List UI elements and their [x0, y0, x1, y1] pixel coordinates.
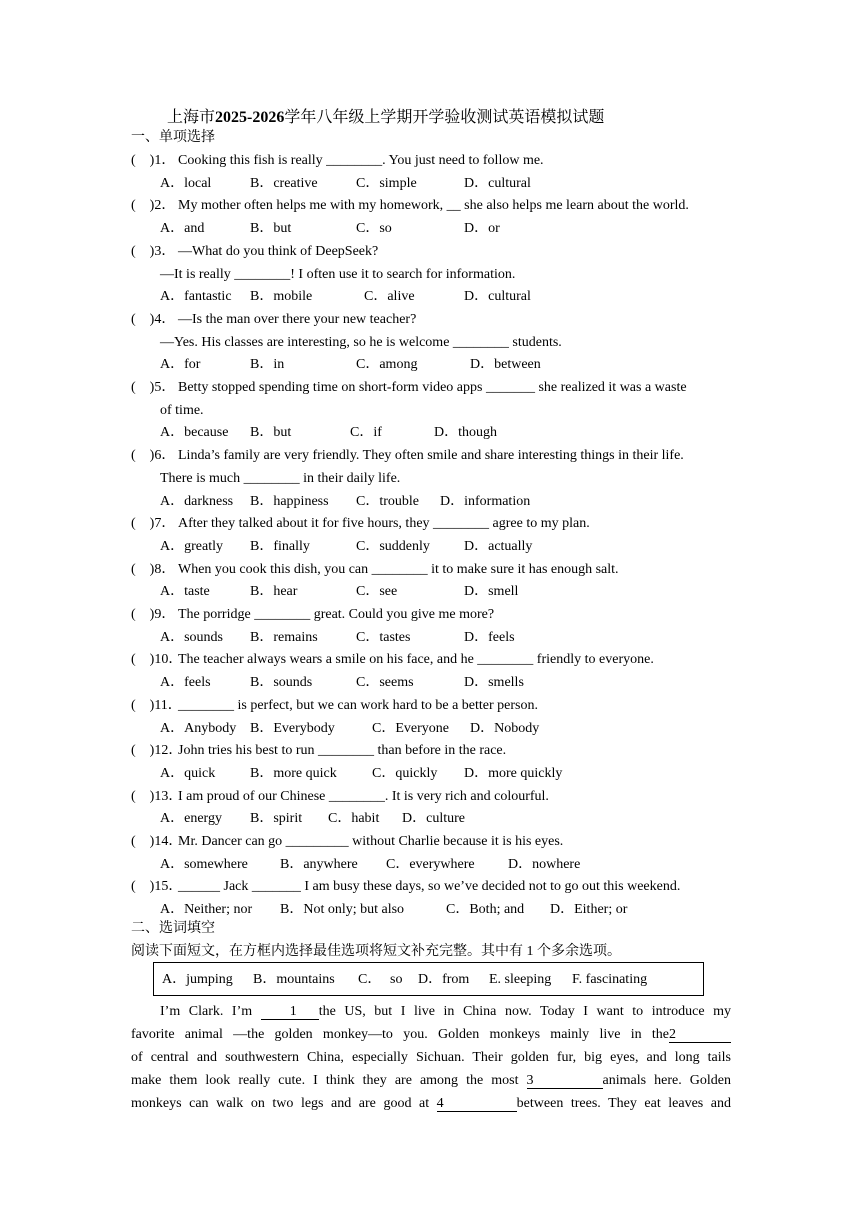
answer-option[interactable]: A．taste: [160, 584, 210, 600]
question-stem: [131, 606, 494, 624]
question-continuation: of time.: [160, 402, 204, 418]
answer-option[interactable]: A．energy: [160, 811, 222, 827]
answer-option[interactable]: A．because: [160, 425, 229, 441]
passage-line: favorite animal —the golden monkey—to you. Golden monkeys mainly live in the2: [131, 1023, 731, 1046]
passage: [131, 1000, 731, 1115]
question-text: ______ Jack _______ I am busy these days, so we’ve decided not to go out this weekend.: [178, 879, 681, 895]
question-text: My mother often helps me with my homework, __ she also helps me learn about the world.: [178, 198, 689, 214]
answer-option[interactable]: C．quickly: [372, 765, 438, 781]
question-text: I am proud of our Chinese ________. It is very rich and colourful.: [178, 788, 549, 804]
answer-option[interactable]: B．happiness: [250, 493, 329, 509]
blank-1[interactable]: 1: [261, 1004, 319, 1020]
question-text: ________ is perfect, but we can work hard to be a better person.: [178, 697, 538, 713]
question-stem: [131, 447, 684, 465]
answer-bracket[interactable]: ( )6．: [131, 448, 176, 464]
question-stem: [131, 742, 506, 760]
answer-option[interactable]: B．finally: [250, 538, 310, 554]
question-text: Cooking this fish is really ________. You just need to follow me.: [178, 153, 544, 168]
question-stem: [131, 515, 590, 533]
answer-option[interactable]: D．cultural: [464, 175, 531, 191]
answer-bracket[interactable]: ( )15．: [131, 879, 183, 895]
answer-option[interactable]: A．quick: [160, 765, 216, 781]
answer-option[interactable]: A．local: [160, 175, 212, 191]
answer-option[interactable]: D．or: [464, 221, 500, 237]
question-stem: [131, 878, 680, 896]
question-text: Mr. Dancer can go _________ without Charlie because it is his eyes.: [178, 834, 564, 849]
answer-option[interactable]: A．Anybody: [160, 720, 237, 736]
answer-option[interactable]: C．everywhere: [386, 856, 475, 872]
answer-option[interactable]: A．Neither; nor: [160, 902, 253, 918]
answer-option[interactable]: C．seems: [356, 675, 414, 691]
answer-option[interactable]: D．more quickly: [464, 765, 563, 781]
question-text: The porridge ________ great. Could you give me more?: [178, 607, 495, 622]
question-text: When you cook this dish, you can ________ it to make sure it has enough salt.: [178, 561, 619, 577]
question-stem: [131, 788, 549, 806]
word-option: C．: [358, 972, 382, 987]
answer-bracket[interactable]: ( )1．: [131, 153, 176, 168]
answer-option[interactable]: C．Both; and: [446, 902, 525, 918]
answer-option[interactable]: D．between: [470, 357, 541, 373]
answer-bracket[interactable]: ( )2．: [131, 198, 176, 214]
answer-option[interactable]: B．Not only; but also: [280, 902, 405, 918]
word-box: [153, 962, 704, 996]
answer-option[interactable]: C．alive: [364, 289, 415, 305]
answer-option[interactable]: D．Either; or: [550, 902, 628, 918]
question-text: —What do you think of DeepSeek?: [178, 243, 379, 259]
passage-line: of central and southwestern China, especially Sichuan. Their golden fur, big eyes, and long tails: [131, 1050, 731, 1065]
question-continuation: There is much ________ in their daily life.: [160, 470, 401, 486]
question-stem: [131, 152, 544, 170]
answer-option[interactable]: B．spirit: [250, 811, 303, 827]
answer-bracket[interactable]: ( )4．: [131, 311, 176, 327]
answer-option[interactable]: D．smells: [464, 675, 524, 691]
answer-bracket[interactable]: ( )12．: [131, 743, 183, 759]
instruction-text: 阅读下面短文，在方框内选择最佳选项将短文补充完整。其中有 1 个多余选项。: [131, 944, 621, 959]
answer-option[interactable]: B．creative: [250, 175, 318, 191]
answer-option[interactable]: C．habit: [328, 811, 380, 827]
answer-option[interactable]: D．information: [440, 493, 531, 509]
word-option: D．from: [418, 972, 470, 987]
answer-option[interactable]: A．fantastic: [160, 289, 232, 305]
answer-option[interactable]: C．so: [356, 221, 392, 237]
word-option: B．mountains: [253, 972, 335, 987]
question-stem: [131, 243, 378, 261]
question-stem: [131, 697, 538, 715]
word-option: F. fascinating: [572, 972, 648, 987]
title-prefix: 上海市: [167, 109, 216, 126]
answer-option[interactable]: B．sounds: [250, 675, 313, 691]
answer-bracket[interactable]: ( )5．: [131, 380, 176, 395]
answer-option[interactable]: A．and: [160, 221, 205, 237]
answer-option[interactable]: A．sounds: [160, 629, 224, 645]
passage-line: make them look really cute. I think they are among the most 3 animals here. Golden: [131, 1073, 731, 1088]
answer-option[interactable]: D．feels: [464, 629, 515, 645]
question-text: John tries his best to run ________ than before in the race.: [178, 743, 507, 759]
answer-option[interactable]: B．but: [250, 221, 292, 237]
answer-bracket[interactable]: ( )7．: [131, 516, 176, 532]
answer-option[interactable]: B．more quick: [250, 765, 337, 781]
answer-option[interactable]: D．smell: [464, 584, 519, 600]
answer-option[interactable]: D．nowhere: [508, 856, 581, 872]
answer-option[interactable]: D．cultural: [464, 289, 531, 305]
answer-option[interactable]: C．Everyone: [372, 720, 449, 736]
question-continuation: —Yes. His classes are interesting, so he is welcome ________ students.: [160, 334, 562, 350]
question-stem: [131, 379, 687, 397]
answer-option[interactable]: C．simple: [356, 175, 417, 191]
section-heading-2: 二、选词填空: [131, 921, 215, 936]
answer-bracket[interactable]: ( )13．: [131, 788, 183, 804]
question-text: Betty stopped spending time on short-form video apps _______ she realized it was a waste: [178, 380, 687, 395]
answer-option[interactable]: A．darkness: [160, 493, 234, 509]
passage-line: I’m Clark. I’m 1 the US, but I live in China now. Today I want to introduce my: [160, 1004, 732, 1019]
answer-option[interactable]: D．actually: [464, 538, 533, 554]
blank-4[interactable]: 4: [437, 1096, 517, 1112]
word-option: A．jumping: [162, 972, 233, 987]
section-heading-1: 一、单项选择: [131, 130, 215, 145]
question-text: After they talked about it for five hours, they ________ agree to my plan.: [178, 516, 590, 532]
blank-2[interactable]: 2: [669, 1027, 731, 1043]
answer-option[interactable]: A．feels: [160, 675, 211, 691]
title-year: 2025-2026: [215, 109, 285, 126]
question-stem: [131, 197, 689, 215]
answer-option[interactable]: C．suddenly: [356, 538, 430, 554]
question-continuation: —It is really ________! I often use it to search for information.: [160, 266, 516, 282]
answer-option[interactable]: D．though: [434, 425, 497, 441]
question-stem: [131, 833, 563, 851]
exam-title: [167, 108, 604, 128]
answer-option[interactable]: D．culture: [402, 811, 465, 827]
answer-option[interactable]: B．Everybody: [250, 720, 335, 736]
answer-option[interactable]: C．if: [350, 425, 382, 441]
answer-option[interactable]: C．trouble: [356, 493, 419, 509]
question-text: —Is the man over there your new teacher?: [178, 311, 417, 327]
question-text: Linda’s family are very friendly. They often smile and share interesting things in their life.: [178, 448, 684, 464]
question-stem: [131, 561, 619, 579]
answer-option[interactable]: A．greatly: [160, 538, 223, 554]
word-option: so: [390, 972, 403, 987]
blank-3[interactable]: 3: [527, 1073, 603, 1089]
answer-option[interactable]: C．among: [356, 357, 418, 373]
answer-bracket[interactable]: ( )3．: [131, 243, 176, 259]
answer-option[interactable]: B．in: [250, 357, 285, 373]
answer-bracket[interactable]: ( )11．: [131, 697, 182, 713]
passage-line: monkeys can walk on two legs and are good at 4 between trees. They eat leaves and: [131, 1096, 732, 1111]
answer-option[interactable]: B．but: [250, 425, 292, 441]
answer-option[interactable]: B．mobile: [250, 289, 313, 305]
answer-bracket[interactable]: ( )9．: [131, 607, 176, 622]
answer-option[interactable]: B．hear: [250, 584, 298, 600]
question-text: The teacher always wears a smile on his face, and he ________ friendly to everyone.: [178, 652, 654, 668]
answer-bracket[interactable]: ( )8．: [131, 561, 176, 577]
question-stem: [131, 651, 654, 669]
answer-option[interactable]: B．anywhere: [280, 856, 358, 872]
answer-option[interactable]: B．remains: [250, 629, 318, 645]
answer-bracket[interactable]: ( )14．: [131, 834, 183, 849]
title-suffix: 学年八年级上学期开学验收测试英语模拟试题: [284, 109, 605, 126]
answer-option[interactable]: C．tastes: [356, 629, 411, 645]
answer-option[interactable]: A．for: [160, 357, 201, 373]
answer-bracket[interactable]: ( )10．: [131, 652, 183, 668]
answer-option[interactable]: D．Nobody: [470, 720, 540, 736]
answer-option[interactable]: C．see: [356, 584, 398, 600]
word-option: E. sleeping: [489, 972, 552, 987]
answer-option[interactable]: A．somewhere: [160, 856, 248, 872]
question-stem: [131, 311, 416, 329]
